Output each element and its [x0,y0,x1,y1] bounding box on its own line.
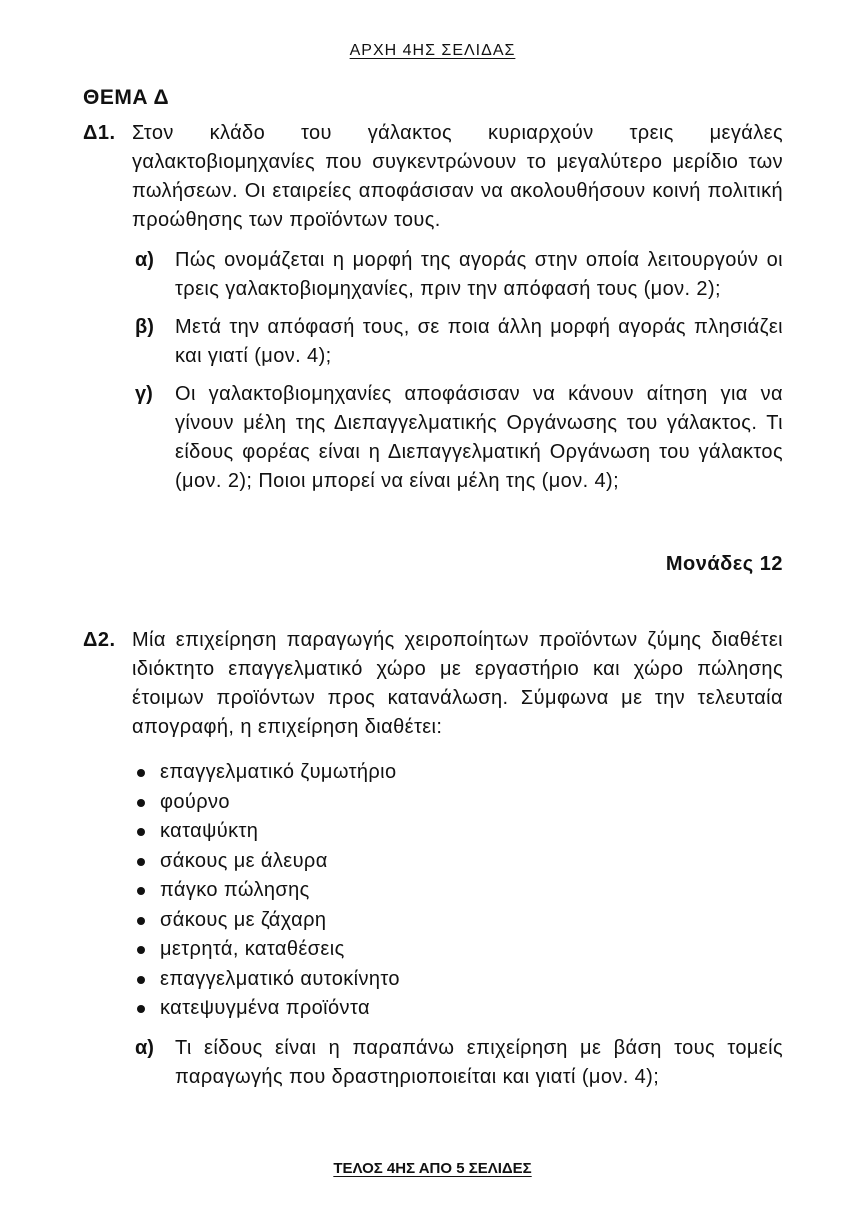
subquestion-text: Πώς ονομάζεται η μορφή της αγοράς στην οποία λειτουργούν οι τρεις γαλακτοβιομηχανίες, πριν την απόφασή τους (μον. 2); [175,249,783,300]
question-label: Δ2. [83,629,116,651]
subquestion-text: Τι είδους είναι η παραπάνω επιχείρηση με βάση τους τομείς παραγωγής που δραστηριοποιείται και γιατί (μον. 4); [175,1036,783,1088]
question-text: Μία επιχείρηση παραγωγής χειροποίητων προϊόντων ζύμης διαθέτει ιδιόκτητο επαγγελματικό χώρο με εργαστήριο και χώρο πώλησης έτοιμων προϊόντων προς κατανάλωση. Σύμφωνα με την τελευταία απογραφή, η επιχείρηση διαθέτει: [132,629,783,738]
list-item: καταψύκτη [135,817,783,847]
subquestion-label: α) [135,249,154,271]
bullet-icon [137,917,145,925]
subquestion-label: α) [135,1036,154,1059]
bullet-icon [137,769,145,777]
subquestion-text: Μετά την απόφασή τους, σε ποια άλλη μορφή αγοράς πλησιάζει και γιατί (μον. 4); [175,316,783,367]
subquestion-b [135,313,783,371]
page-footer: ΤΕΛΟΣ 4ΗΣ ΑΠΟ 5 ΣΕΛΙΔΕΣ [333,1160,532,1177]
list-item: σάκους με άλευρα [135,847,783,877]
subquestion-text: Οι γαλακτοβιομηχανίες αποφάσισαν να κάνουν αίτηση για να γίνουν μέλη της Διεπαγγελματικής Οργάνωσης του γάλακτος. Τι είδους φορέας είναι η Διεπαγγελματική Οργάνωση του γάλακτος (μον. 2); Ποιοι μπορεί να είναι μέλη της (μον. 4); [175,383,783,492]
bullet-icon [137,946,145,954]
list-item: μετρητά, καταθέσεις [135,935,783,965]
list-item: πάγκο πώλησης [135,876,783,906]
question-d2 [83,626,783,1092]
bullet-icon [137,828,145,836]
question-d1 [83,119,783,496]
list-item: επαγγελματικό ζυμωτήριο [135,758,783,788]
list-item: κατεψυγμένα προϊόντα [135,994,783,1024]
list-item: φούρνο [135,788,783,818]
list-item: σάκους με ζάχαρη [135,906,783,936]
subquestion-label: β) [135,316,154,338]
bullet-icon [137,1005,145,1013]
bullet-icon [137,887,145,895]
list-item: επαγγελματικό αυτοκίνητο [135,965,783,995]
question-label: Δ1. [83,122,116,144]
question-text: Στον κλάδο του γάλακτος κυριαρχούν τρεις μεγάλες γαλακτοβιομηχανίες που συγκεντρώνουν το μεγαλύτερο μερίδιο των πωλήσεων. Οι εταιρείες αποφάσισαν να ακολουθήσουν κοινή πολιτική προώθησης των προϊόντων τους. [132,122,783,231]
subquestion-c [135,380,783,496]
theme-title: ΘΕΜΑ Δ [83,86,170,109]
subquestion-a [135,246,783,304]
subquestion-label: γ) [135,383,153,405]
bullet-icon [137,976,145,984]
subquestion-a [135,1034,783,1092]
bullet-icon [137,858,145,866]
page-header: ΑΡΧΗ 4ΗΣ ΣΕΛΙΔΑΣ [349,42,516,59]
marks-d1: Μονάδες 12 [665,553,783,575]
asset-list [135,758,783,1024]
bullet-icon [137,799,145,807]
